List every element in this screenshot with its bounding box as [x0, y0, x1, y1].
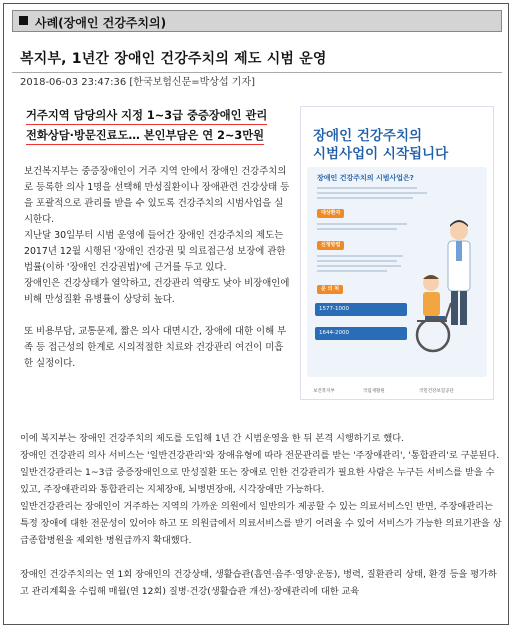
doctor-patient-illustration	[411, 217, 485, 367]
paragraph: 또 비용부담, 교통문제, 짧은 의사 대면시간, 장애에 대한 이해 부족 등 접근성의 한계로 시의적절한 치료와 건강관리 여건이 미흡한 실정이다.	[24, 326, 287, 369]
poster-headline: 장애인 건강주치의 시범사업이 시작됩니다	[313, 128, 449, 162]
rehab-center-logo: 국립재활원	[363, 389, 385, 394]
poster-phone-2: 1644-2000	[315, 327, 407, 340]
body-text	[20, 430, 502, 600]
subheadline-1: 거주지역 담당의사 지정 1~3급 중증장애인 관리	[26, 108, 267, 125]
paragraph: 일반건강관리는 장애인이 거주하는 지역의 가까운 의원에서 일반의가 제공할 수 있는 의료서비스인 반면, 주장애관리는 특정 장애에 대한 전문성이 있어야 하고 또 의원급에서 의료서비스를 받기 어려울 수 있어 서비스가 가능한 의료기관을 상급종합병원을 제외한 병원급까지 확대했다.	[20, 501, 502, 546]
poster-info-box	[307, 167, 487, 377]
campaign-poster	[300, 106, 494, 400]
paragraph: 지난달 30일부터 시범 운영에 들어간 장애인 건강주치의 제도는 2017년 12월 시행된 '장애인 건강권 및 의료접근성 보장에 관한 법률(이하 '장애인 건강권법)'에 근거를 두고 있다.	[24, 230, 286, 273]
paragraph: 장애인 건강주치의는 연 1회 장애인의 건강상태, 생활습관(흡연·음주·영양·운동), 병력, 질환관리 상태, 환경 등을 평가하고 관리계획을 수립해 매월(연 12회) 질병·건강(생활습관 개선)·장애관리에 대한 교육	[20, 569, 497, 597]
left-column	[24, 164, 292, 372]
paragraph: 일반건강관리는 1~3급 중증장애인으로 만성질환 또는 장애로 인한 건강관리가 필요한 사람은 누구든 서비스를 받을 수 있고, 주장애관리와 통합관리는 지체장애, 뇌병변장애, 시각장애만 가능하다.	[20, 467, 495, 495]
poster-tag-apply: 신청방법	[317, 241, 344, 250]
article-title: 복지부, 1년간 장애인 건강주치의 제도 시범 운영	[20, 51, 327, 67]
poster-footer	[301, 383, 493, 400]
article-frame	[3, 3, 509, 625]
square-bullet-icon	[19, 16, 28, 25]
section-label: 사례(장애인 건강주치의)	[35, 16, 167, 30]
section-header	[12, 10, 502, 32]
paragraph: 장애인 건강관리 의사 서비스는 '일반건강관리'와 장애유형에 따라 전문관리를 받는 '주장애관리', '통합관리'로 구분된다.	[20, 450, 500, 461]
paragraph: 이에 복지부는 장애인 건강주치의 제도를 도입해 1년 간 시범운영을 한 뒤 본격 시행하기로 했다.	[20, 433, 404, 444]
paragraph: 장애인은 건강상태가 열악하고, 건강관리 역량도 낮아 비장애인에 비해 만성질환 유병률이 상당히 높다.	[24, 278, 290, 305]
poster-box-title: 장애인 건강주치의 시범사업은?	[317, 174, 414, 182]
poster-tag-target: 대상환자	[317, 209, 344, 218]
subheadline-2: 전화상담·방문진료도… 본인부담은 연 2~3만원	[26, 128, 264, 145]
article-meta: 2018-06-03 23:47:36 [한국보험신문=박상섭 기자]	[20, 77, 256, 88]
poster-tag-contact: 문 의 처	[317, 285, 343, 294]
nhis-logo: 국민건강보험공단	[419, 389, 454, 394]
paragraph: 보건복지부는 중증장애인이 거주 지역 안에서 장애인 건강주치의로 등록한 의사 1명을 선택해 만성질환이나 장애관련 건강상태 등을 포괄적으로 관리를 받을 수 있도록 건강주치의 시범사업을 실시한다.	[24, 166, 290, 225]
ministry-logo: 보건복지부	[313, 389, 335, 394]
poster-phone-1: 1577-1000	[315, 303, 407, 316]
